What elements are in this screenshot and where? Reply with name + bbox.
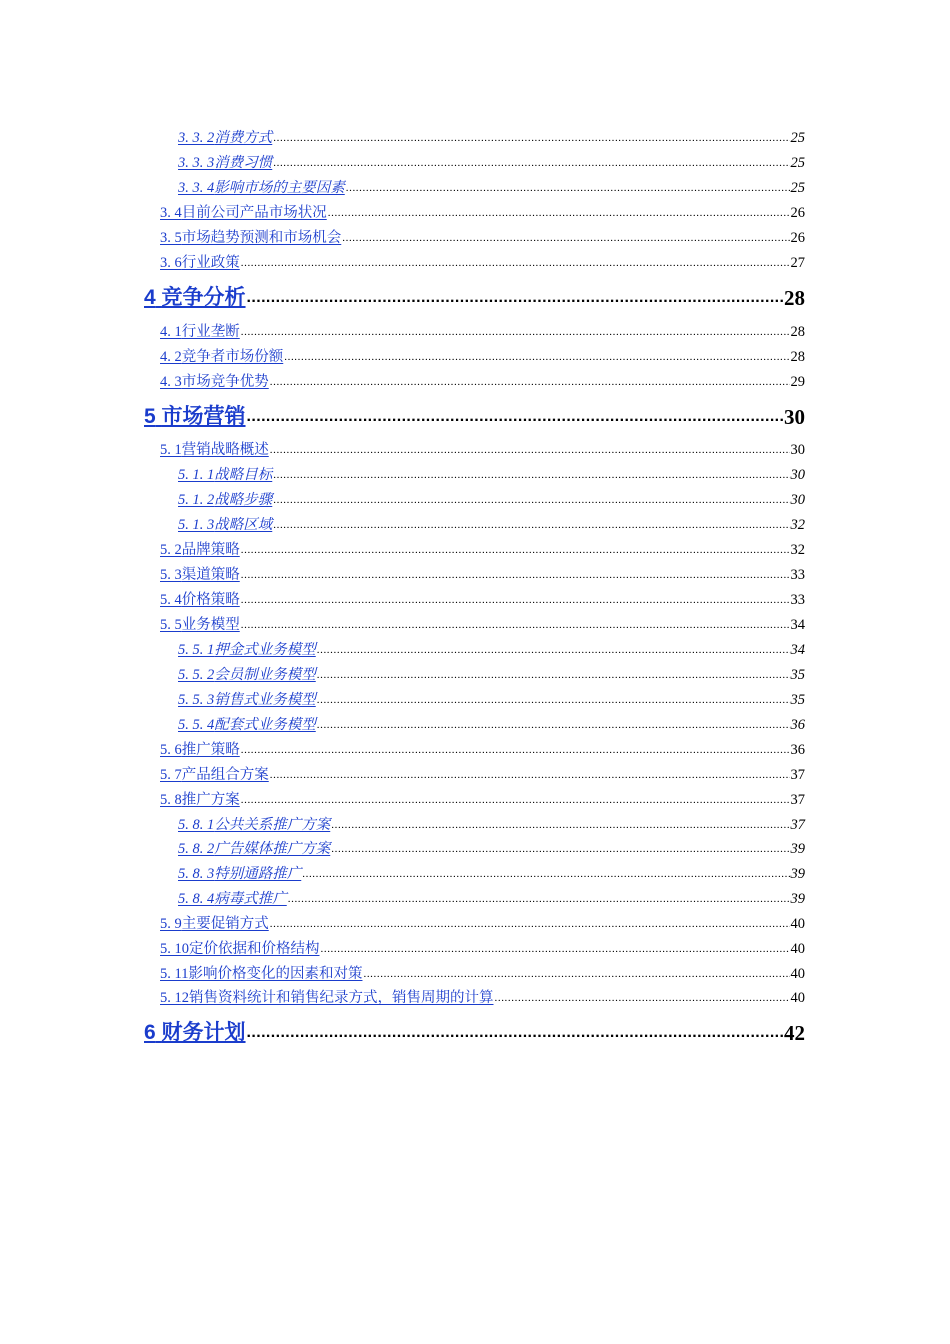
toc-entry-title[interactable]	[178, 890, 287, 908]
toc-entry-title[interactable]	[178, 816, 330, 834]
dot-leader	[331, 840, 789, 858]
toc-chapter-number: 6	[144, 1021, 156, 1044]
toc-chapter-5[interactable]	[144, 402, 805, 430]
toc-entry-number: 5. 1	[160, 442, 182, 458]
toc-entry-title[interactable]	[160, 348, 283, 366]
toc-entry-number: 5. 8. 2	[178, 841, 215, 857]
dot-leader	[328, 204, 790, 222]
toc-entry-5-3[interactable]	[160, 564, 805, 584]
toc-entry-number: 5. 8. 1	[178, 817, 215, 833]
toc-entry-title[interactable]	[160, 229, 341, 247]
toc-entry-5-12[interactable]	[160, 987, 805, 1007]
toc-entry-title[interactable]	[160, 541, 240, 559]
toc-entry-text: 目前公司产品市场状况	[181, 205, 327, 221]
dot-leader	[247, 404, 783, 430]
toc-entry-number: 5. 1. 1	[178, 467, 215, 483]
dot-leader	[273, 129, 789, 147]
toc-entry-title[interactable]	[178, 641, 316, 659]
toc-entry-5-8-3[interactable]	[178, 863, 805, 883]
dot-leader	[284, 348, 789, 366]
toc-entry-number: 5. 5	[160, 617, 182, 633]
toc-chapter-text: 财务计划	[161, 1021, 246, 1044]
toc-entry-text: 业务模型	[181, 617, 240, 633]
toc-entry-title[interactable]	[160, 591, 240, 609]
toc-entry-5-1-1[interactable]	[178, 464, 805, 484]
toc-entry-title[interactable]	[160, 989, 494, 1007]
dot-leader	[270, 766, 790, 784]
toc-entry-title[interactable]	[160, 616, 240, 634]
toc-entry-5-5[interactable]	[160, 614, 805, 634]
toc-entry-text: 消费习惯	[214, 155, 273, 171]
toc-entry-text: 公共关系推广方案	[214, 817, 331, 833]
toc-entry-3-5[interactable]	[160, 227, 805, 247]
dot-leader	[317, 716, 790, 734]
toc-page-number: 39	[790, 866, 805, 882]
toc-chapter-text: 竞争分析	[161, 286, 246, 309]
toc-entry-text: 战略区域	[214, 517, 273, 533]
toc-entry-number: 5. 5. 4	[178, 717, 215, 733]
dot-leader	[241, 323, 790, 341]
toc-chapter-6[interactable]	[144, 1018, 805, 1046]
toc-entry-number: 5. 4	[160, 592, 182, 608]
dot-leader	[331, 816, 789, 834]
toc-entry-4-3[interactable]	[160, 371, 805, 391]
toc-entry-text: 推广方案	[181, 792, 240, 808]
toc-page-number: 25	[790, 180, 805, 196]
toc-page-number: 26	[790, 205, 805, 221]
toc-entry-5-1[interactable]	[160, 439, 805, 459]
toc-entry-text: 推广策略	[181, 742, 240, 758]
dot-leader	[241, 541, 790, 559]
toc-entry-number: 5. 10	[160, 941, 189, 957]
toc-entry-title[interactable]	[178, 691, 316, 709]
toc-page-number: 32	[790, 517, 805, 533]
toc-page-number: 40	[790, 966, 805, 982]
dot-leader	[317, 691, 790, 709]
toc-entry-number: 5. 2	[160, 542, 182, 558]
toc-entry-3-6[interactable]	[160, 252, 805, 272]
toc-page-number: 26	[790, 230, 805, 246]
toc-entry-title[interactable]	[160, 915, 269, 933]
toc-entry-number: 5. 9	[160, 916, 182, 932]
toc-entry-text: 消费方式	[214, 130, 273, 146]
toc-page-number: 32	[790, 542, 805, 558]
toc-entry-title[interactable]	[178, 154, 272, 172]
toc-entry-text: 影响价格变化的因素和对策	[188, 966, 363, 982]
dot-leader	[273, 516, 789, 534]
toc-entry-title[interactable]	[160, 566, 240, 584]
toc-entry-title[interactable]	[178, 179, 345, 197]
toc-entry-text: 渠道策略	[181, 567, 240, 583]
dot-leader	[247, 285, 783, 311]
toc-entry-title[interactable]	[160, 441, 269, 459]
toc-entry-text: 产品组合方案	[181, 767, 269, 783]
toc-entry-number: 5. 8	[160, 792, 182, 808]
dot-leader	[288, 890, 790, 908]
toc-chapter-number: 5	[144, 405, 156, 428]
toc-entry-text: 配套式业务模型	[214, 717, 316, 733]
toc-page-number: 39	[790, 891, 805, 907]
toc-chapter-title[interactable]	[144, 1020, 246, 1046]
toc-entry-text: 影响市场的主要因素	[214, 180, 345, 196]
toc-page-number: 34	[790, 617, 805, 633]
toc-entry-title[interactable]	[178, 516, 272, 534]
toc-page-number: 35	[790, 667, 805, 683]
toc-entry-title[interactable]	[178, 466, 272, 484]
toc-entry-5-11[interactable]	[160, 963, 805, 983]
toc-entry-number: 4. 1	[160, 324, 182, 340]
toc-entry-title[interactable]	[178, 129, 272, 147]
toc-entry-number: 3. 3. 3	[178, 155, 215, 171]
toc-page-number: 40	[790, 941, 805, 957]
toc-chapter-title[interactable]	[144, 285, 246, 311]
toc-entry-text: 战略步骤	[214, 492, 273, 508]
toc-entry-5-1-3[interactable]	[178, 514, 805, 534]
toc-entry-number: 3. 5	[160, 230, 182, 246]
toc-page-number: 27	[790, 255, 805, 271]
toc-entry-3-3-2[interactable]	[178, 127, 805, 147]
toc-entry-title[interactable]	[160, 940, 320, 958]
toc-page-number: 37	[790, 767, 805, 783]
dot-leader	[317, 641, 790, 659]
toc-page-number: 37	[790, 792, 805, 808]
toc-entry-text: 押金式业务模型	[214, 642, 316, 658]
toc-entry-text: 行业垄断	[181, 324, 240, 340]
toc-chapter-4[interactable]	[144, 283, 805, 311]
toc-entry-text: 营销战略概述	[181, 442, 269, 458]
toc-entry-number: 5. 5. 2	[178, 667, 215, 683]
toc-entry-text: 战略目标	[214, 467, 273, 483]
toc-page-number: 35	[790, 692, 805, 708]
toc-entry-5-2[interactable]	[160, 539, 805, 559]
toc-page-number: 30	[790, 442, 805, 458]
toc-entry-5-4[interactable]	[160, 589, 805, 609]
toc-entry-number: 5. 11	[160, 966, 189, 982]
toc-page-number: 30	[790, 492, 805, 508]
toc-entry-5-5-3[interactable]	[178, 689, 805, 709]
toc-entry-5-8-2[interactable]	[178, 838, 805, 858]
toc-entry-text: 市场竞争优势	[181, 374, 269, 390]
toc-entry-title[interactable]	[178, 716, 316, 734]
dot-leader	[241, 741, 790, 759]
dot-leader	[241, 254, 790, 272]
toc-entry-text: 定价依据和价格结构	[189, 941, 320, 957]
toc-entry-number: 5. 6	[160, 742, 182, 758]
toc-page-number: 37	[790, 817, 805, 833]
toc-page-number: 33	[790, 567, 805, 583]
dot-leader	[273, 491, 789, 509]
toc-entry-number: 3. 3. 4	[178, 180, 215, 196]
toc-entry-title[interactable]	[160, 791, 240, 809]
toc-entry-title[interactable]	[160, 766, 269, 784]
dot-leader	[270, 373, 790, 391]
toc-page-number: 29	[790, 374, 805, 390]
dot-leader	[270, 915, 790, 933]
toc-page-number: 28	[784, 286, 805, 310]
toc-entry-number: 3. 4	[160, 205, 182, 221]
toc-entry-text: 广告媒体推广方案	[214, 841, 331, 857]
toc-entry-title[interactable]	[160, 254, 240, 272]
toc-entry-text: 会员制业务模型	[214, 667, 316, 683]
toc-page-number: 34	[790, 642, 805, 658]
toc-entry-text: 品牌策略	[181, 542, 240, 558]
toc-entry-text: 病毒式推广	[214, 891, 287, 907]
dot-leader	[342, 229, 789, 247]
toc-entry-3-3-3[interactable]	[178, 152, 805, 172]
toc-page-number: 25	[790, 155, 805, 171]
dot-leader	[321, 940, 790, 958]
toc-page-number: 39	[790, 841, 805, 857]
toc-entry-text: 特别通路推广	[214, 866, 302, 882]
toc-entry-number: 5. 7	[160, 767, 182, 783]
dot-leader	[247, 1020, 783, 1046]
toc-page-number: 30	[790, 467, 805, 483]
toc-entry-5-5-1[interactable]	[178, 639, 805, 659]
toc-entry-title[interactable]	[160, 373, 269, 391]
toc-entry-5-5-4[interactable]	[178, 714, 805, 734]
toc-entry-number: 3. 3. 2	[178, 130, 215, 146]
toc-entry-title[interactable]	[178, 865, 301, 883]
toc-entry-text: 销售式业务模型	[214, 692, 316, 708]
toc-entry-title[interactable]	[178, 840, 330, 858]
toc-page-number: 28	[790, 349, 805, 365]
toc-entry-number: 5. 3	[160, 567, 182, 583]
toc-entry-number: 5. 1. 3	[178, 517, 215, 533]
dot-leader	[241, 566, 790, 584]
toc-page-number: 40	[790, 916, 805, 932]
toc-chapter-number: 4	[144, 286, 156, 309]
toc-entry-text: 行业政策	[181, 255, 240, 271]
dot-leader	[363, 965, 789, 983]
toc-entry-text: 主要促销方式	[181, 916, 269, 932]
toc-entry-5-8-4[interactable]	[178, 888, 805, 908]
dot-leader	[495, 989, 790, 1007]
toc-entry-number: 4. 3	[160, 374, 182, 390]
toc-page-number: 28	[790, 324, 805, 340]
dot-leader	[241, 791, 790, 809]
toc-entry-5-5-2[interactable]	[178, 664, 805, 684]
toc-entry-number: 5. 5. 3	[178, 692, 215, 708]
toc-entry-text: 竞争者市场份额	[181, 349, 284, 365]
toc-page-number: 36	[790, 717, 805, 733]
toc-entry-title[interactable]	[178, 666, 316, 684]
toc-entry-5-1-2[interactable]	[178, 489, 805, 509]
toc-page-number: 30	[784, 405, 805, 429]
toc-chapter-title[interactable]	[144, 404, 246, 430]
toc-entry-title[interactable]	[160, 323, 240, 341]
dot-leader	[273, 154, 789, 172]
dot-leader	[317, 666, 790, 684]
dot-leader	[273, 466, 789, 484]
toc-entry-4-2[interactable]	[160, 346, 805, 366]
toc-entry-number: 5. 8. 3	[178, 866, 215, 882]
toc-entry-text: 价格策略	[181, 592, 240, 608]
toc-entry-number: 5. 8. 4	[178, 891, 215, 907]
dot-leader	[346, 179, 790, 197]
toc-entry-5-10[interactable]	[160, 938, 805, 958]
toc-entry-number: 5. 5. 1	[178, 642, 215, 658]
toc-page-number: 40	[790, 990, 805, 1006]
toc-page-number: 36	[790, 742, 805, 758]
toc-entry-5-9[interactable]	[160, 913, 805, 933]
toc-entry-title[interactable]	[160, 204, 327, 222]
toc-entry-number: 3. 6	[160, 255, 182, 271]
toc-entry-3-3-4[interactable]	[178, 177, 805, 197]
toc-entry-5-8[interactable]	[160, 789, 805, 809]
toc-entry-number: 5. 12	[160, 990, 189, 1006]
toc-entry-text: 市场趋势预测和市场机会	[181, 230, 342, 246]
toc-entry-title[interactable]	[178, 491, 272, 509]
dot-leader	[270, 441, 790, 459]
toc-page-number: 25	[790, 130, 805, 146]
toc-entry-title[interactable]	[160, 741, 240, 759]
toc-entry-title[interactable]	[160, 965, 362, 983]
toc-entry-number: 5. 1. 2	[178, 492, 215, 508]
toc-chapter-text: 市场营销	[161, 405, 246, 428]
toc-page-number: 42	[784, 1021, 805, 1045]
toc-entry-5-7[interactable]	[160, 764, 805, 784]
dot-leader	[241, 616, 790, 634]
dot-leader	[302, 865, 789, 883]
toc-entry-number: 4. 2	[160, 349, 182, 365]
toc-entry-4-1[interactable]	[160, 321, 805, 341]
toc-entry-3-4[interactable]	[160, 202, 805, 222]
toc-page-number: 33	[790, 592, 805, 608]
toc-entry-5-6[interactable]	[160, 739, 805, 759]
toc-entry-5-8-1[interactable]	[178, 814, 805, 834]
toc-entry-text: 销售资料统计和销售纪录方式，销售周期的计算	[189, 990, 494, 1006]
dot-leader	[241, 591, 790, 609]
